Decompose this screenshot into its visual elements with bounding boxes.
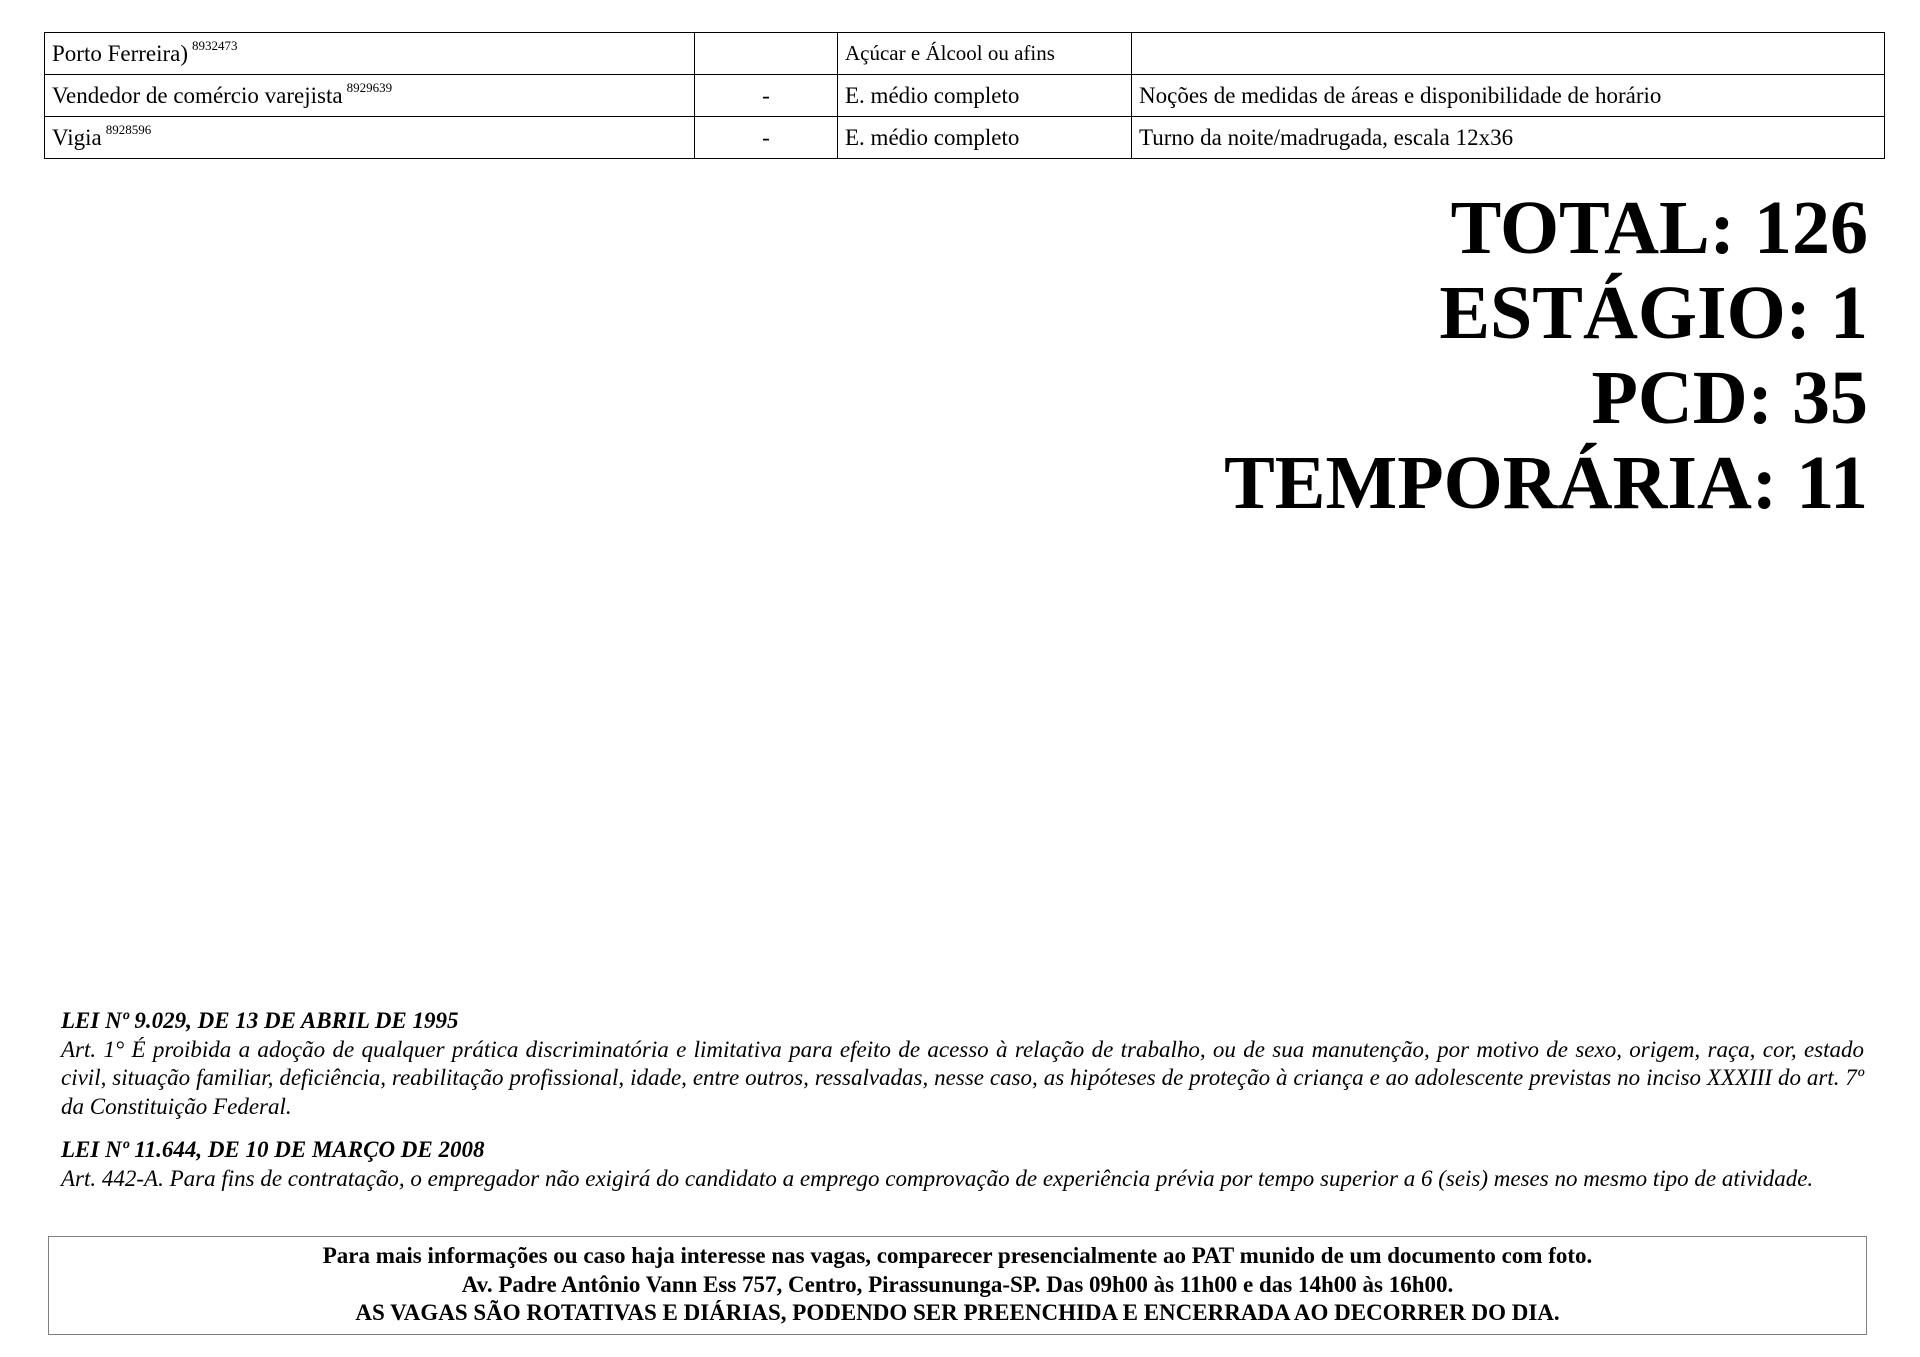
law-title: LEI Nº 9.029, DE 13 DE ABRIL DE 1995 bbox=[61, 1008, 459, 1033]
job-title-cell bbox=[45, 33, 695, 75]
job-notes-cell: Turno da noite/madrugada, escala 12x36 bbox=[1132, 117, 1885, 159]
table-row bbox=[45, 33, 1885, 75]
job-quantity-cell: - bbox=[695, 117, 838, 159]
job-notes-cell bbox=[1132, 33, 1885, 75]
job-code: 8928596 bbox=[105, 121, 152, 137]
pcd-count: PCD: 35 bbox=[1591, 356, 1868, 440]
total-count: TOTAL: 126 bbox=[1450, 186, 1868, 270]
job-quantity-cell bbox=[695, 33, 838, 75]
job-quantity-cell: - bbox=[695, 75, 838, 117]
totals-summary bbox=[1224, 186, 1868, 526]
table-row bbox=[45, 75, 1885, 117]
temporaria-count: TEMPORÁRIA: 11 bbox=[1224, 441, 1868, 525]
job-education-cell: Açúcar e Álcool ou afins bbox=[838, 33, 1132, 75]
law-text: Art. 1° É proibida a adoção de qualquer prática discriminatória e limitativa para efeito de acesso à relação de trabalho, ou de sua manutenção, por motivo de sexo, origem, raça, cor, estado civil, situação familiar, deficiência, reabilitação profissional, idade, entre outros, ressalvadas, nesse caso, as hipóteses de proteção à criança e ao adolescente previstas no inciso XXXIII do art. 7º da Constituição Federal. bbox=[61, 1036, 1864, 1119]
job-code: 8932473 bbox=[192, 37, 238, 53]
job-notes-cell: Noções de medidas de áreas e disponibilidade de horário bbox=[1132, 75, 1885, 117]
table-row bbox=[45, 117, 1885, 159]
job-title: Porto Ferreira) bbox=[52, 40, 189, 66]
job-code: 8929639 bbox=[346, 79, 393, 95]
job-education-cell: E. médio completo bbox=[838, 75, 1132, 117]
job-title-cell bbox=[45, 75, 695, 117]
footer-info-line: Para mais informações ou caso haja interesse nas vagas, comparecer presencialmente ao PAT munido de um documento com foto. bbox=[322, 1243, 1593, 1268]
job-listings-table bbox=[44, 32, 1885, 159]
law-text: Art. 442-A. Para fins de contratação, o empregador não exigirá do candidato a emprego comprovação de experiência prévia por tempo superior a 6 (seis) meses no mesmo tipo de atividade. bbox=[61, 1165, 1814, 1191]
footer-address-line: Av. Padre Antônio Vann Ess 757, Centro, Pirassununga-SP. Das 09h00 às 11h00 e das 14h00 às 16h00. bbox=[461, 1271, 1454, 1297]
law-block-11644 bbox=[61, 1136, 1864, 1193]
law-title: LEI Nº 11.644, DE 10 DE MARÇO DE 2008 bbox=[61, 1137, 485, 1162]
job-title-cell bbox=[45, 117, 695, 159]
footer-notice-line: AS VAGAS SÃO ROTATIVAS E DIÁRIAS, PODENDO SER PREENCHIDA E ENCERRADA AO DECORRER DO DIA. bbox=[355, 1300, 1560, 1325]
law-block-9029 bbox=[61, 1007, 1864, 1121]
job-title: Vendedor de comércio varejista bbox=[52, 82, 343, 108]
job-education-cell: E. médio completo bbox=[838, 117, 1132, 159]
estagio-count: ESTÁGIO: 1 bbox=[1439, 271, 1868, 355]
job-title: Vigia bbox=[52, 124, 102, 150]
info-footer-box bbox=[48, 1236, 1867, 1335]
